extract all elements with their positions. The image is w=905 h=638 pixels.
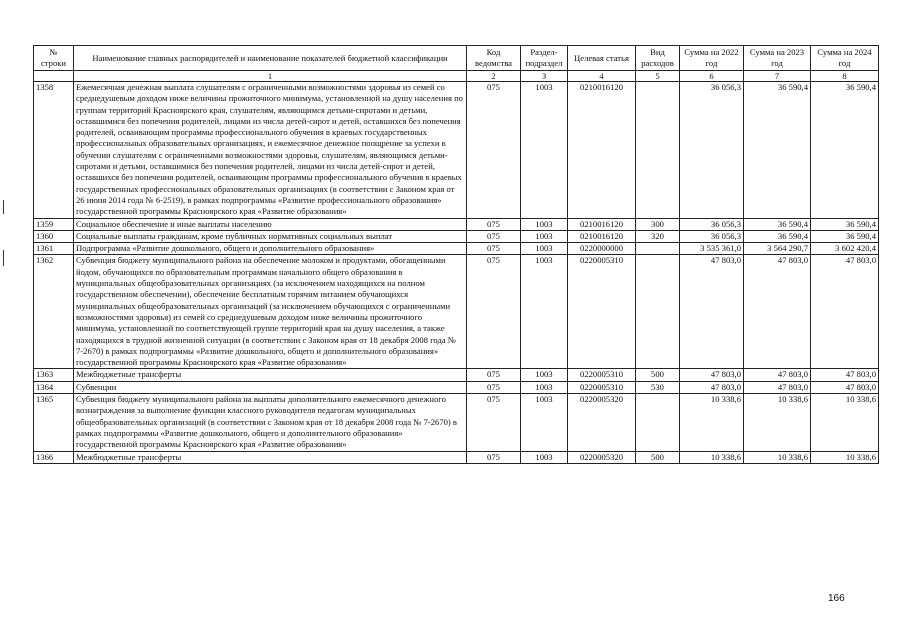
table-row <box>34 381 879 393</box>
row-sum-2024: 10 338,6 <box>811 394 879 451</box>
row-sum-2023: 3 564 290,7 <box>744 243 811 255</box>
row-sum-2023: 36 590,4 <box>744 82 811 219</box>
header-target: Целевая статья <box>568 46 636 71</box>
row-sum-2023: 36 590,4 <box>744 230 811 242</box>
row-sum-2024: 36 590,4 <box>811 82 879 219</box>
row-target: 0220005320 <box>568 394 636 451</box>
row-sum-2023: 47 803,0 <box>744 369 811 381</box>
row-expense-type <box>636 243 680 255</box>
row-expense-type <box>636 394 680 451</box>
row-sum-2022: 47 803,0 <box>680 369 744 381</box>
column-number: 3 <box>521 71 568 82</box>
page-number: 166 <box>828 593 845 604</box>
row-dept-code: 075 <box>467 394 521 451</box>
row-sum-2023: 47 803,0 <box>744 381 811 393</box>
table-row <box>34 218 879 230</box>
row-sum-2022: 10 338,6 <box>680 451 744 463</box>
row-section: 1003 <box>521 381 568 393</box>
row-sum-2024: 47 803,0 <box>811 369 879 381</box>
row-dept-code: 075 <box>467 230 521 242</box>
row-name: Межбюджетные трансферты <box>74 369 467 381</box>
row-expense-type <box>636 255 680 369</box>
row-dept-code: 075 <box>467 451 521 463</box>
row-number: 1363 <box>34 369 74 381</box>
row-section: 1003 <box>521 218 568 230</box>
header-sum-2022: Сумма на 2022 год <box>680 46 744 71</box>
row-dept-code: 075 <box>467 381 521 393</box>
row-section: 1003 <box>521 82 568 219</box>
row-expense-type <box>636 82 680 219</box>
row-sum-2024: 3 602 420,4 <box>811 243 879 255</box>
row-sum-2024: 47 803,0 <box>811 255 879 369</box>
column-number: 2 <box>467 71 521 82</box>
row-expense-type: 500 <box>636 451 680 463</box>
row-target: 0220005310 <box>568 381 636 393</box>
row-sum-2023: 10 338,6 <box>744 451 811 463</box>
row-dept-code: 075 <box>467 255 521 369</box>
row-name: Субвенции <box>74 381 467 393</box>
table-row <box>34 451 879 463</box>
column-number: 4 <box>568 71 636 82</box>
row-target: 0220005320 <box>568 451 636 463</box>
row-target: 0220000000 <box>568 243 636 255</box>
header-row-number: № строки <box>34 46 74 71</box>
row-target: 0220005310 <box>568 255 636 369</box>
row-number: 1360 <box>34 230 74 242</box>
budget-table-page <box>33 45 878 464</box>
row-number: 1358 <box>34 82 74 219</box>
row-number: 1364 <box>34 381 74 393</box>
row-name: Субвенция бюджету муниципального района на обеспечение молоком и продуктами, обогащенными йодом, обучающихся по образовательным программам начального общего образования в муниципальных общеобразовательных организациях (за исключением находящихся на полном государственном обеспечении), обеспечение бесплатным горячим питанием обучающихся муниципальных общеобразовательных организаций (за исключением обучающихся с ограниченными возможностями здоровья) из семей со среднедушевым доходом ниже величины прожиточного минимума, установленной по соответствующей группе территорий края на душу населения, а также находящихся в трудной жизненной ситуации (в соответствии с Законом края от 18 декабря 2008 года № 7-2670) в рамках подпрограммы «Развитие дошкольного, общего и дополнительного образования» государственной программы Красноярского края «Развитие образования» <box>74 255 467 369</box>
column-number: 8 <box>811 71 879 82</box>
row-number: 1359 <box>34 218 74 230</box>
row-section: 1003 <box>521 369 568 381</box>
row-number: 1366 <box>34 451 74 463</box>
row-expense-type: 320 <box>636 230 680 242</box>
row-sum-2022: 36 056,3 <box>680 230 744 242</box>
row-number: 1365 <box>34 394 74 451</box>
row-number: 1361 <box>34 243 74 255</box>
table-row <box>34 394 879 451</box>
row-sum-2022: 36 056,3 <box>680 218 744 230</box>
column-number: 7 <box>744 71 811 82</box>
row-name: Социальное обеспечение и иные выплаты населению <box>74 218 467 230</box>
table-row <box>34 230 879 242</box>
row-dept-code: 075 <box>467 369 521 381</box>
table-row <box>34 369 879 381</box>
row-section: 1003 <box>521 255 568 369</box>
table-row <box>34 255 879 369</box>
header-name: Наименование главных распорядителей и наименование показателей бюджетной классификации <box>74 46 467 71</box>
table-header-row <box>34 46 879 71</box>
column-number: 5 <box>636 71 680 82</box>
row-target: 0210016120 <box>568 230 636 242</box>
column-number: 1 <box>74 71 467 82</box>
row-sum-2024: 10 338,6 <box>811 451 879 463</box>
row-name: Субвенция бюджету муниципального района на выплаты дополнительного ежемесячного денежного вознаграждения за выполнение функции классного руководителя педагогам муниципальных общеобразовательных организаций (в соответствии с Законом края от 18 декабря 2008 года № 7-2670) в рамках подпрограммы «Развитие дошкольного, общего и дополнительного образования» государственной программы Красноярского края «Развитие образования» <box>74 394 467 451</box>
margin-mark <box>3 250 4 266</box>
row-sum-2022: 47 803,0 <box>680 381 744 393</box>
budget-table <box>33 45 879 464</box>
row-expense-type: 500 <box>636 369 680 381</box>
row-sum-2023: 10 338,6 <box>744 394 811 451</box>
row-name: Подпрограмма «Развитие дошкольного, общего и дополнительного образования» <box>74 243 467 255</box>
row-name: Ежемесячная денежная выплата слушателям с ограниченными возможностями здоровья из семей со среднедушевым доходом ниже величины прожиточного минимума, установленной на душу населения по группам территорий Красноярского края, слушателям, являющимся детьми-сиротами и детьми, оставшимися без попечения родителей, лицами из числа детей-сирот и детей, оставшихся без попечения родителей, осваивающим программы профессионального обучения в краевых государственных профессиональных образовательных организациях, и ежемесячное денежное поощрение за успехи в обучении слушателям с ограниченными возможностями здоровья, слушателям, являющимся детьми-сиротами и детьми, оставшимися без попечения родителей, лицами из числа детей-сирот и детей, оставшихся без попечения родителей, осваивающим программы профессионального обучения в краевых государственных профессиональных образовательных организациях (в соответствии с Законом края от 26 июня 2014 года № 6-2519), в рамках подпрограммы «Развитие профессионального образования» государственной программы Красноярского края «Развитие образования» <box>74 82 467 219</box>
row-section: 1003 <box>521 230 568 242</box>
row-target: 0210016120 <box>568 82 636 219</box>
row-target: 0220005310 <box>568 369 636 381</box>
row-sum-2022: 47 803,0 <box>680 255 744 369</box>
header-expense-type: Вид расходов <box>636 46 680 71</box>
row-sum-2023: 36 590,4 <box>744 218 811 230</box>
table-row <box>34 82 879 219</box>
row-sum-2023: 47 803,0 <box>744 255 811 369</box>
row-sum-2024: 36 590,4 <box>811 218 879 230</box>
row-expense-type: 530 <box>636 381 680 393</box>
row-sum-2024: 36 590,4 <box>811 230 879 242</box>
row-sum-2022: 36 056,3 <box>680 82 744 219</box>
row-expense-type: 300 <box>636 218 680 230</box>
column-number-row <box>34 71 879 82</box>
row-number: 1362 <box>34 255 74 369</box>
row-section: 1003 <box>521 451 568 463</box>
column-number: 6 <box>680 71 744 82</box>
margin-mark <box>3 200 4 214</box>
row-sum-2022: 10 338,6 <box>680 394 744 451</box>
row-dept-code: 075 <box>467 243 521 255</box>
row-dept-code: 075 <box>467 218 521 230</box>
row-sum-2024: 47 803,0 <box>811 381 879 393</box>
row-name: Межбюджетные трансферты <box>74 451 467 463</box>
header-sum-2023: Сумма на 2023 год <box>744 46 811 71</box>
table-row <box>34 243 879 255</box>
row-dept-code: 075 <box>467 82 521 219</box>
header-section: Раздел-подраздел <box>521 46 568 71</box>
header-sum-2024: Сумма на 2024 год <box>811 46 879 71</box>
row-sum-2022: 3 535 361,0 <box>680 243 744 255</box>
row-section: 1003 <box>521 394 568 451</box>
header-dept-code: Код ведомства <box>467 46 521 71</box>
column-number <box>34 71 74 82</box>
row-name: Социальные выплаты гражданам, кроме публичных нормативных социальных выплат <box>74 230 467 242</box>
row-section: 1003 <box>521 243 568 255</box>
row-target: 0210016120 <box>568 218 636 230</box>
